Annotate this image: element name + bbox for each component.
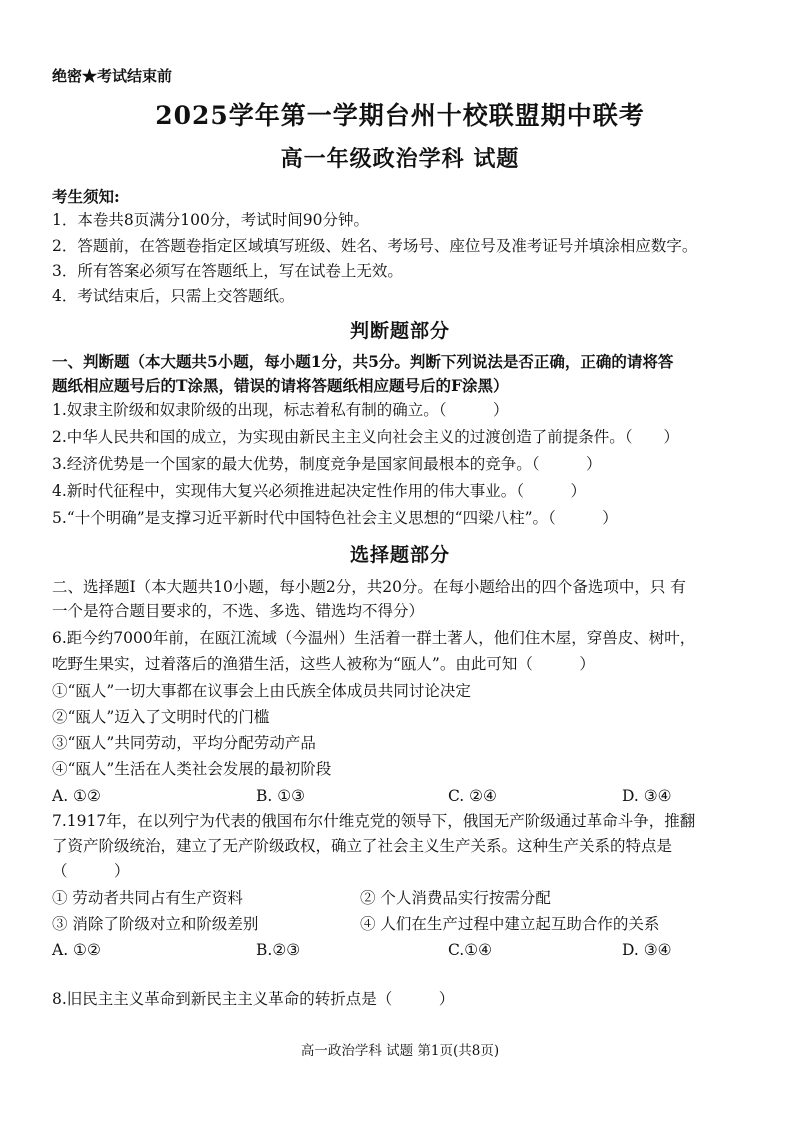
notice-item: 4．考试结束后，只需上交答题纸。 bbox=[52, 287, 295, 305]
page-footer: 高一政治学科 试题 第1页(共8页) bbox=[300, 1043, 500, 1059]
judgment-section-title: 判断题部分 bbox=[349, 320, 450, 342]
q6-statement-1: ①“瓯人”一切大事都在议事会上由氏族全体成员共同讨论决定 bbox=[52, 682, 471, 700]
q6-option-d: D. ③④ bbox=[622, 787, 672, 805]
choice-instruction-cont: 一个是符合题目要求的，不选、多选、错选均不得分） bbox=[52, 602, 425, 620]
exam-title: 2025学年第一学期台州十校联盟期中联考 bbox=[155, 101, 645, 130]
notice-item: 1．本卷共8页满分100分，考试时间90分钟。 bbox=[52, 211, 370, 229]
q6-stem: 6.距今约7000年前，在瓯江流域（今温州）生活着一群土著人，他们住木屋，穿兽皮、树叶， bbox=[52, 629, 696, 647]
q7-stem-cont: 了资产阶级统治，建立了无产阶级政权，确立了社会主义生产关系。这种生产关系的特点是 bbox=[52, 837, 673, 855]
notice-item: 2．答题前，在答题卷指定区域填写班级、姓名、考场号、座位号及准考证号并填涂相应数字。 bbox=[52, 237, 698, 255]
q7-stem-bracket: （ ） bbox=[52, 862, 130, 880]
q6-statement-2: ②“瓯人”迈入了文明时代的门槛 bbox=[52, 708, 270, 726]
judgment-question-4: 4.新时代征程中，实现伟大复兴必须推进起决定性作用的伟大事业。（ ） bbox=[52, 482, 587, 500]
q6-option-c: C. ②④ bbox=[448, 787, 497, 805]
q7-option-a: A. ①② bbox=[52, 941, 101, 959]
q6-stem-cont: 吃野生果实，过着落后的渔猎生活，这些人被称为“瓯人”。由此可知（ ） bbox=[52, 655, 595, 673]
judgment-question-3: 3.经济优势是一个国家的最大优势，制度竞争是国家间最根本的竞争。（ ） bbox=[52, 455, 602, 473]
secret-mark: 绝密★考试结束前 bbox=[52, 67, 173, 85]
q7-statement-4: ④ 人们在生产过程中建立起互助合作的关系 bbox=[360, 915, 660, 933]
judgment-question-1: 1.奴隶主阶级和奴隶阶级的出现，标志着私有制的确立。（ ） bbox=[52, 401, 509, 419]
q7-statement-3: ③ 消除了阶级对立和阶级差别 bbox=[52, 915, 259, 933]
q7-option-b: B.②③ bbox=[256, 941, 301, 959]
q7-stem: 7.1917年，在以列宁为代表的俄国布尔什维克党的领导下，俄国无产阶级通过革命斗争，推翻 bbox=[52, 812, 696, 830]
q7-option-c: C.①④ bbox=[448, 941, 493, 959]
notice-item: 3．所有答案必须写在答题纸上，写在试卷上无效。 bbox=[52, 262, 403, 280]
q6-option-b: B. ①③ bbox=[256, 787, 306, 805]
q6-option-a: A. ①② bbox=[52, 787, 101, 805]
q7-statement-2: ② 个人消费品实行按需分配 bbox=[360, 889, 551, 907]
choice-instruction: 二、选择题Ⅰ（本大题共10小题，每小题2分，共20分。在每小题给出的四个备选项中，只 有 bbox=[52, 578, 686, 596]
judgment-question-5: 5.“十个明确”是支撑习近平新时代中国特色社会主义思想的“四梁八柱”。（ ） bbox=[52, 509, 618, 527]
exam-subtitle: 高一年级政治学科 试题 bbox=[280, 146, 520, 172]
q8-stem: 8.旧民主主义革命到新民主主义革命的转折点是（ ） bbox=[52, 990, 455, 1008]
q7-statement-1: ① 劳动者共同占有生产资料 bbox=[52, 889, 243, 907]
judgment-question-2: 2.中华人民共和国的成立，为实现由新民主主义向社会主义的过渡创造了前提条件。（ ） bbox=[52, 428, 680, 446]
choice-section-title: 选择题部分 bbox=[349, 544, 450, 566]
judgment-instruction: 一、判断题（本大题共5小题，每小题1分，共5分。判断下列说法是否正确，正确的请将答 bbox=[52, 352, 674, 371]
q6-statement-3: ③“瓯人”共同劳动，平均分配劳动产品 bbox=[52, 734, 316, 752]
judgment-instruction-cont: 题纸相应题号后的T涂黑，错误的请将答题纸相应题号后的F涂黑） bbox=[52, 376, 509, 395]
q6-statement-4: ④“瓯人”生活在人类社会发展的最初阶段 bbox=[52, 760, 332, 778]
q7-option-d: D. ③④ bbox=[622, 941, 672, 959]
notice-heading: 考生须知: bbox=[52, 187, 120, 206]
